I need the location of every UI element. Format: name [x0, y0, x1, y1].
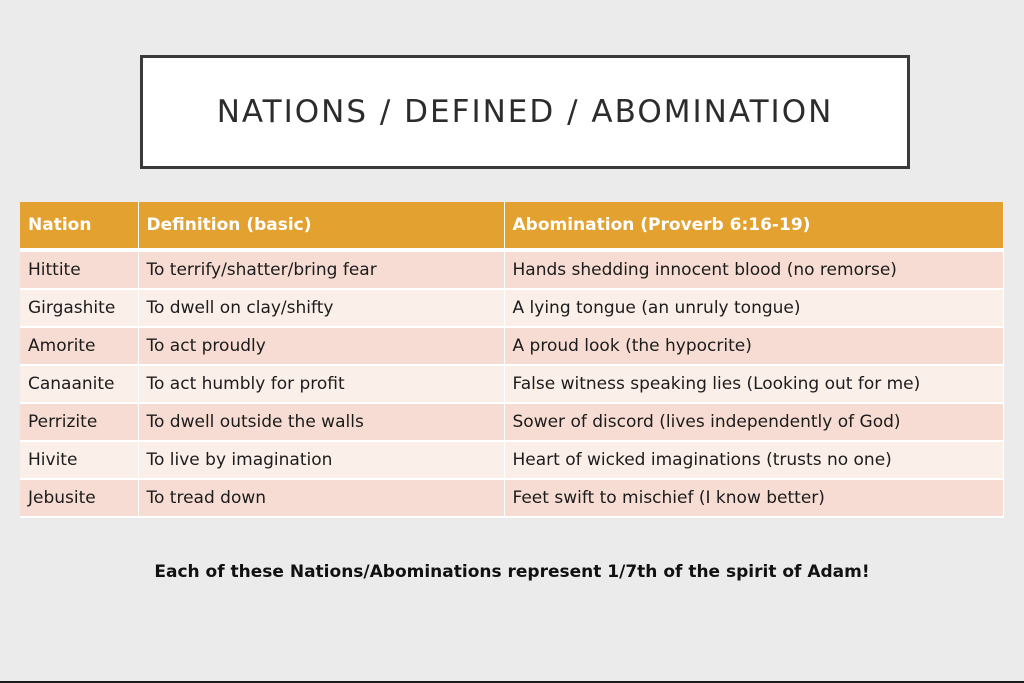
cell-abomination: Feet swift to mischief (I know better) [504, 479, 1003, 517]
cell-definition: To tread down [138, 479, 504, 517]
cell-definition: To act proudly [138, 327, 504, 365]
table-row [20, 365, 1003, 403]
table-row [20, 289, 1003, 327]
header-nation: Nation [20, 202, 138, 250]
table-row [20, 327, 1003, 365]
cell-definition: To dwell outside the walls [138, 403, 504, 441]
table-row [20, 250, 1003, 289]
cell-abomination: A proud look (the hypocrite) [504, 327, 1003, 365]
cell-nation: Hittite [20, 250, 138, 289]
cell-nation: Perrizite [20, 403, 138, 441]
header-definition: Definition (basic) [138, 202, 504, 250]
nations-table [20, 202, 1004, 518]
title-box [140, 55, 910, 169]
cell-abomination: A lying tongue (an unruly tongue) [504, 289, 1003, 327]
cell-abomination: False witness speaking lies (Looking out for me) [504, 365, 1003, 403]
footnote: Each of these Nations/Abominations represent 1/7th of the spirit of Adam! [154, 562, 870, 582]
header-abomination: Abomination (Proverb 6:16-19) [504, 202, 1003, 250]
table-row [20, 403, 1003, 441]
cell-definition: To dwell on clay/shifty [138, 289, 504, 327]
table-row [20, 441, 1003, 479]
cell-definition: To terrify/shatter/bring fear [138, 250, 504, 289]
cell-abomination: Hands shedding innocent blood (no remorse) [504, 250, 1003, 289]
cell-nation: Canaanite [20, 365, 138, 403]
cell-abomination: Sower of discord (lives independently of God) [504, 403, 1003, 441]
cell-nation: Jebusite [20, 479, 138, 517]
cell-abomination: Heart of wicked imaginations (trusts no one) [504, 441, 1003, 479]
page-title: NATIONS / DEFINED / ABOMINATION [216, 94, 834, 130]
cell-nation: Hivite [20, 441, 138, 479]
cell-definition: To live by imagination [138, 441, 504, 479]
cell-nation: Girgashite [20, 289, 138, 327]
cell-nation: Amorite [20, 327, 138, 365]
table-header-row [20, 202, 1003, 250]
cell-definition: To act humbly for profit [138, 365, 504, 403]
table-row [20, 479, 1003, 517]
